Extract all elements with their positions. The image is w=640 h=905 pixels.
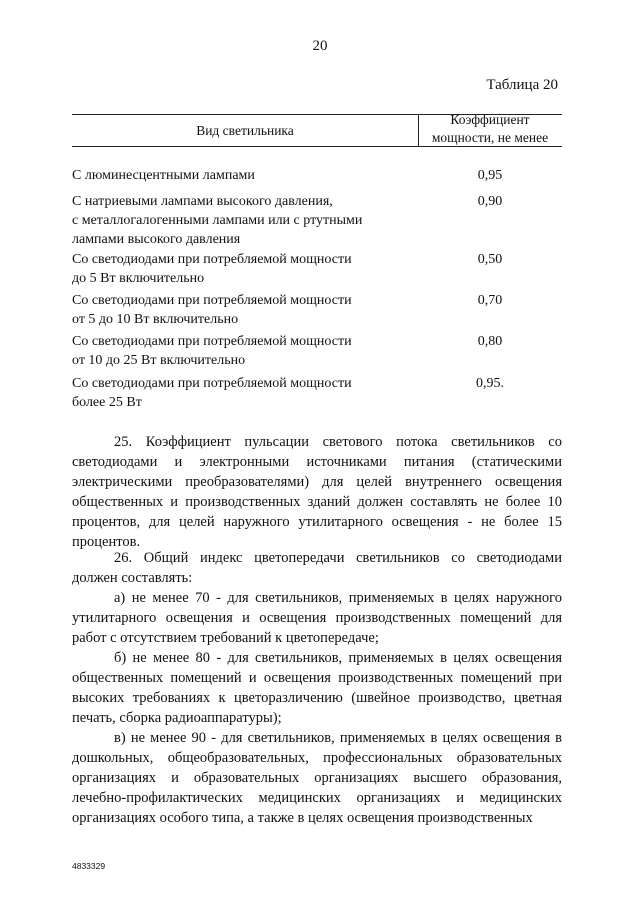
table-cell-coefficient: 0,95 <box>477 168 503 183</box>
table-cell-type: С люминесцентными лампами <box>72 168 255 183</box>
paragraph-25: 25. Коэффициент пульсации светового потока светильников со светодиодами и электронными источниками питания (статическими электрическими преобразователями) для целей внутреннего освещения общественных и производственных зданий должен составлять не более 10 процентов, для целей наружного утилитарного освещения - не более 15 процентов. <box>72 434 562 550</box>
document-id: 4833329 <box>72 861 106 871</box>
table-cell-coefficient: 0,90 <box>477 194 503 209</box>
table-cell-type: Со светодиодами при потребляемой мощности более 25 Вт <box>72 376 352 410</box>
table-caption: Таблица 20 <box>486 77 558 93</box>
paragraph-26: 26. Общий индекс цветопередачи светильников со светодиодами должен составлять: <box>72 550 562 586</box>
column-header-type: Вид светильника <box>196 123 294 138</box>
page-number: 20 <box>312 38 328 54</box>
table-cell-type: С натриевыми лампами высокого давления, с металлогалогенными лампами или с ртутными лампами высокого давления <box>72 194 363 247</box>
paragraph-26a: а) не менее 70 - для светильников, применяемых в целях наружного утилитарного освещения и освещения производственных помещений для работ с отсутствием требований к цветопередаче; <box>72 590 562 646</box>
table-cell-coefficient: 0,95. <box>476 376 504 391</box>
table-cell-type: Со светодиодами при потребляемой мощности от 10 до 25 Вт включительно <box>72 334 352 368</box>
table-cell-type: Со светодиодами при потребляемой мощности от 5 до 10 Вт включительно <box>72 293 352 327</box>
column-header-coefficient: Коэффициент мощности, не менее <box>431 112 549 145</box>
table-cell-type: Со светодиодами при потребляемой мощности до 5 Вт включительно <box>72 252 352 286</box>
paragraph-26c: в) не менее 90 - для светильников, применяемых в целях освещения в дошкольных, общеобразовательных, профессиональных образовательных организациях и образовательных организациях высшего образования, лечебно-профилактических медицинских организациях и медицинских организациях особого типа, а также в целях освещения производственных <box>72 730 562 826</box>
table-cell-coefficient: 0,70 <box>477 293 503 308</box>
table-cell-coefficient: 0,50 <box>477 252 503 267</box>
table-cell-coefficient: 0,80 <box>477 334 503 349</box>
paragraph-26b: б) не менее 80 - для светильников, применяемых в целях освещения общественных помещений и освещения производственных помещений при высоких требованиях к цветоразличению (швейное производство, цветная печать, сборка радиоаппаратуры); <box>72 650 562 726</box>
